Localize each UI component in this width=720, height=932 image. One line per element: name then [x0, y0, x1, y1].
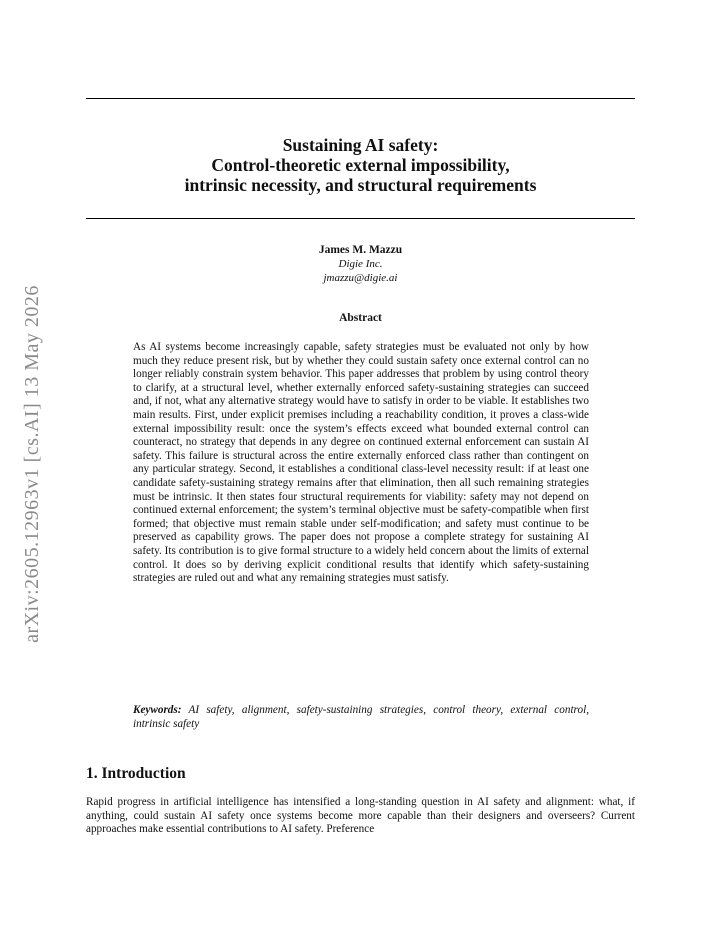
author-affiliation: Digie Inc.	[338, 258, 383, 270]
section-heading-introduction: 1. Introduction	[86, 765, 186, 782]
abstract-text: As AI systems become increasingly capable, safety strategies must be evaluated not only by how much they reduce present risk, but by whether they could sustain safety once external control can no longer reliably constrain system behavior. This paper addresses that problem by using control theory to clarify, at a structural level, whether externally enforced safety-sustaining strategies can succeed and, if not, what any alternative strategy would have to satisfy in order to be viable. It establishes two main results. First, under explicit premises including a reachability condition, it proves a class-wide external impossibility result: once the system’s effects exceed what bounded external control can counteract, no strategy that depends in any degree on continued external enforcement can sustain AI safety. This failure is structural across the entire externally enforced class rather than contingent on any particular strategy. Second, it establishes a conditional class-level necessity result: if at least one candidate safety-sustaining strategy remains after that elimination, then all such remaining strategies must be intrinsic. It then states four structural requirements for viability: safety may not depend on continued external enforcement; the system’s terminal objective must be safety-compatible when first formed; that objective must remain stable under self-modification; and safety must continue to be preserved as capability grows. The paper does not propose a complete strategy for sustaining AI safety. Its contribution is to give formal structure to a widely held concern about the limits of external control. It does so by deriving explicit conditional results that identify which safety-sustaining strategies are ruled out and what any remaining strategies must satisfy.	[133, 341, 589, 585]
abstract-body	[133, 341, 589, 586]
keywords	[133, 704, 589, 731]
paper-title	[86, 135, 635, 195]
arxiv-identifier: arXiv:2605.12963v1 [cs.AI] 13 May 2026	[21, 285, 43, 643]
introduction-body	[86, 796, 635, 837]
introduction-text: Rapid progress in artificial intelligence has intensified a long-standing question in AI safety and alignment: what, if anything, could sustain AI safety once systems become more capable than their designers and overseers? Current approaches make essential contributions to AI safety. Preference	[86, 796, 635, 836]
abstract-heading: Abstract	[339, 312, 382, 324]
bottom-title-rule	[86, 218, 635, 219]
author-block	[86, 243, 635, 285]
title-line-3: intrinsic necessity, and structural requirements	[184, 175, 537, 195]
title-line-1: Sustaining AI safety:	[282, 135, 439, 155]
author-name: James M. Mazzu	[318, 244, 403, 256]
title-line-2: Control-theoretic external impossibility,	[211, 155, 510, 175]
keywords-text: AI safety, alignment, safety-sustaining strategies, control theory, external control, intrinsic safety	[133, 704, 589, 730]
author-email[interactable]: jmazzu@digie.ai	[323, 272, 398, 284]
keywords-label: Keywords:	[133, 704, 182, 716]
top-rule	[86, 98, 635, 99]
